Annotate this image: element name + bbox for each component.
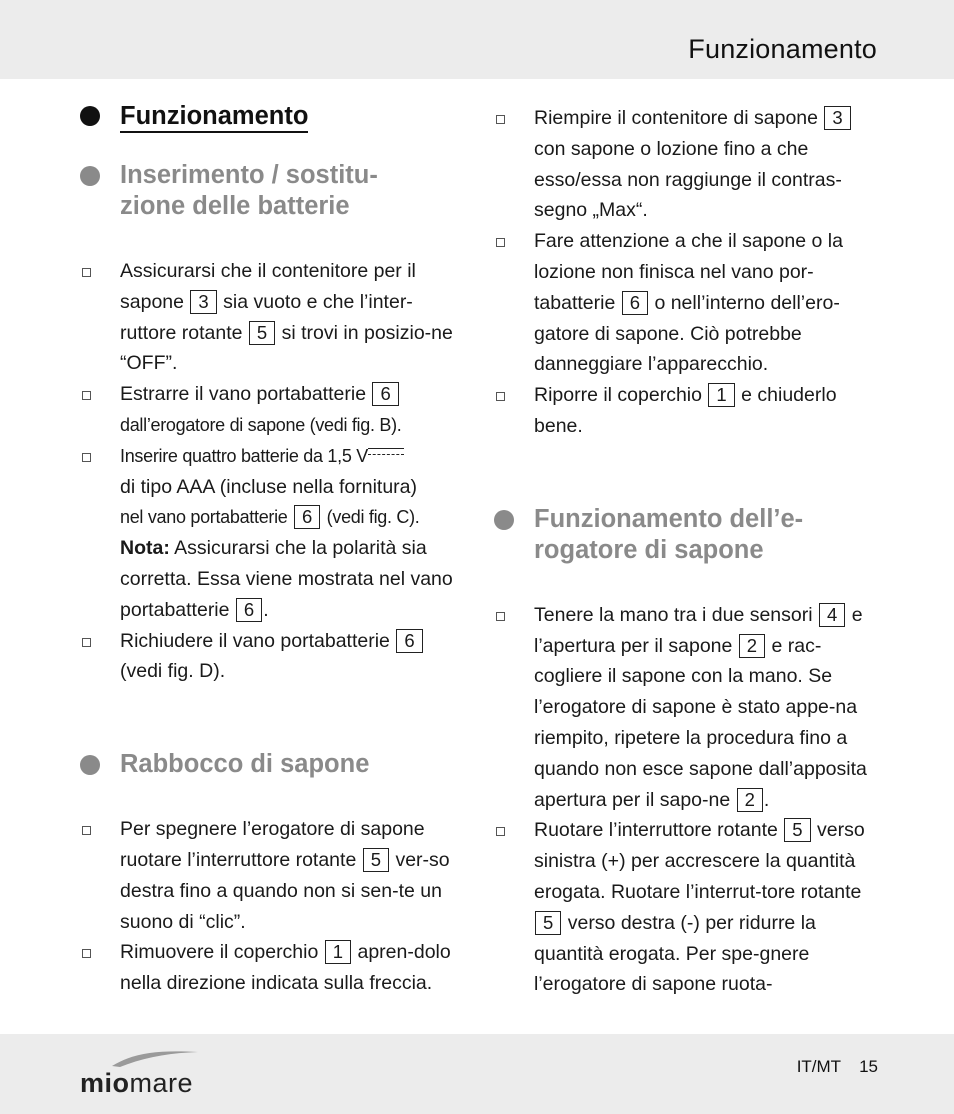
list-item: Fare attenzione a che il sapone o la lozione non finisca nel vano por-tabatterie 6 o nell’interno dell’ero-gatore di sapone. Ciò potrebbe danneggiare l’apparecchio. (494, 226, 884, 380)
page-header-title: Funzionamento (688, 34, 877, 64)
bullet-dot-icon (80, 755, 100, 775)
right-column (494, 103, 884, 1000)
refill-steps-list (80, 814, 466, 999)
part-number-badge: 2 (739, 634, 765, 658)
list-item: Per spegnere l’erogatore di sapone ruotare l’interruttore rotante 5 ver-so destra fino a quando non si sen-te un suono di “clic”. (80, 814, 466, 937)
part-number-badge: 6 (294, 505, 320, 529)
left-column (80, 98, 466, 999)
checkbox-square-icon (496, 612, 505, 621)
wave-logo-icon (110, 1048, 200, 1070)
battery-steps-list (80, 256, 466, 687)
part-number-badge: 6 (372, 382, 398, 406)
part-number-badge: 5 (784, 818, 810, 842)
list-item: Ruotare l’interruttore rotante 5 verso sinistra (+) per accrescere la quantità erogata. Ruotare l’interrut-tore rotante 5 verso destra (-) per ridurre la quantità erogata. Per spe-gnere l’erogatore di sapone ruota- (494, 815, 884, 1000)
checkbox-square-icon (496, 238, 505, 247)
section-heading-batteries: Inserimento / sostitu- zione delle batterie (80, 160, 466, 222)
part-number-badge: 6 (236, 598, 262, 622)
part-number-badge: 1 (708, 383, 734, 407)
checkbox-square-icon (496, 392, 505, 401)
list-item: Tenere la mano tra i due sensori 4 e l’apertura per il sapone 2 e rac-cogliere il sapone con la mano. Se l’erogatore di sapone è stato appe-na riempito, ripetere la procedura fino a quando non esce sapone dall’apposita apertura per il sapo-ne 2 . (494, 600, 884, 816)
miomare-logo: miomare (80, 1060, 220, 1100)
dc-voltage-icon (368, 446, 404, 460)
language-code: IT/MT (796, 1057, 842, 1076)
checkbox-square-icon (82, 453, 91, 462)
part-number-badge: 2 (737, 788, 763, 812)
part-number-badge: 3 (190, 290, 216, 314)
checkbox-square-icon (82, 638, 91, 647)
checkbox-square-icon (82, 391, 91, 400)
section-heading-operation: Funzionamento dell’e- rogatore di sapone (494, 504, 884, 566)
list-item: Inserire quattro batterie da 1,5 V di tipo AAA (incluse nella fornitura) nel vano portabatterie 6 (vedi fig. C). Nota: Assicurarsi che la polarità sia corretta. Essa viene mostrata nel vano portabatterie 6 . (80, 441, 466, 626)
bullet-dot-icon (494, 510, 514, 530)
part-number-badge: 6 (622, 291, 648, 315)
list-item: Riempire il contenitore di sapone 3 con sapone o lozione fino a che esso/essa non raggiunge il contras-segno „Max“. (494, 103, 884, 226)
checkbox-square-icon (82, 268, 91, 277)
list-item: Rimuovere il coperchio 1 apren-dolo nella direzione indicata sulla freccia. (80, 937, 466, 999)
part-number-badge: 3 (824, 106, 850, 130)
part-number-badge: 5 (249, 321, 275, 345)
note-label: Nota: (120, 537, 170, 560)
checkbox-square-icon (82, 826, 91, 835)
part-number-badge: 4 (819, 603, 845, 627)
checkbox-square-icon (82, 949, 91, 958)
checkbox-square-icon (496, 115, 505, 124)
bullet-dot-icon (80, 166, 100, 186)
refill-steps-continued-list (494, 103, 884, 442)
main-heading: Funzionamento (80, 100, 466, 132)
list-item: Richiudere il vano portabatterie 6 (vedi fig. D). (80, 626, 466, 688)
part-number-badge: 5 (363, 848, 389, 872)
bullet-dot-icon (80, 106, 100, 126)
operation-steps-list (494, 600, 884, 1000)
list-item: Assicurarsi che il contenitore per il sapone 3 sia vuoto e che l’inter-ruttore rotante 5 si trovi in posizio-ne “OFF”. (80, 256, 466, 379)
section-heading-refill: Rabbocco di sapone (80, 749, 466, 780)
part-number-badge: 6 (396, 629, 422, 653)
part-number-badge: 5 (535, 911, 561, 935)
part-number-badge: 1 (325, 940, 351, 964)
page-info (797, 1057, 878, 1077)
page-number: 15 (859, 1057, 878, 1076)
checkbox-square-icon (496, 827, 505, 836)
list-item: Riporre il coperchio 1 e chiuderlo bene. (494, 380, 884, 442)
list-item: Estrarre il vano portabatterie 6 dall’erogatore di sapone (vedi fig. B). (80, 379, 466, 441)
